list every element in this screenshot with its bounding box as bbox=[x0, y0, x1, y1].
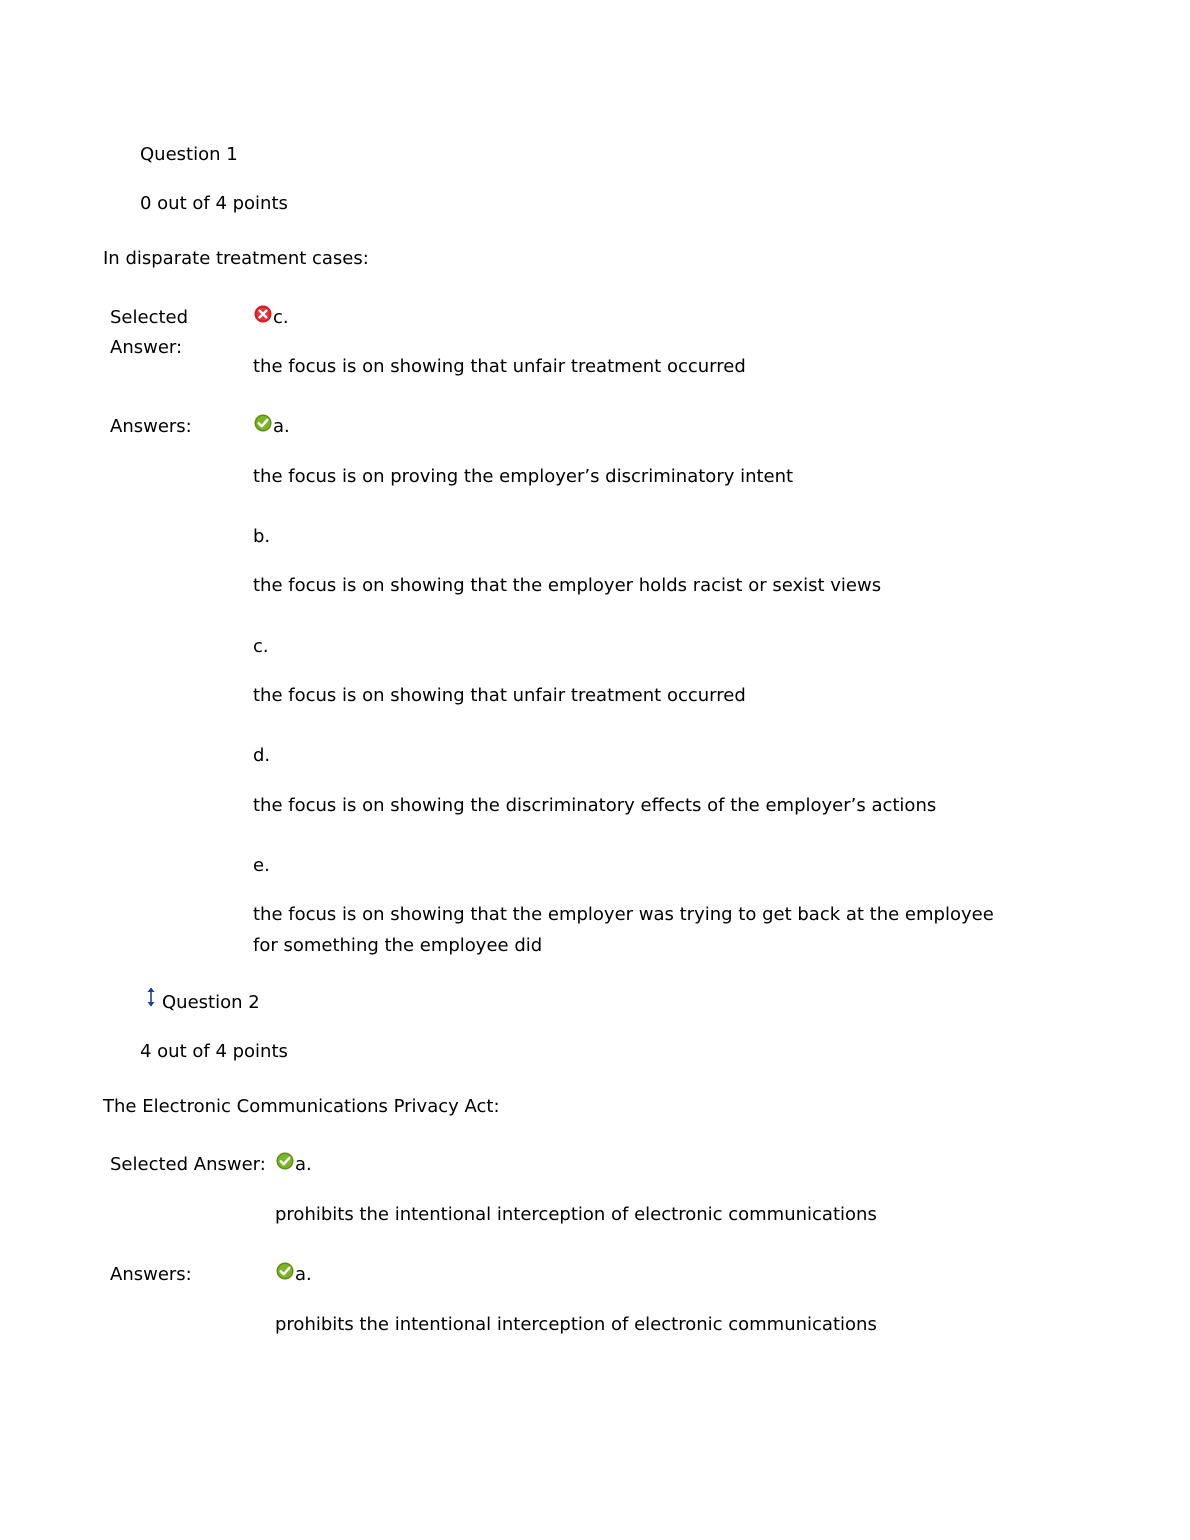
question-2-prompt: The Electronic Communications Privacy Act: bbox=[103, 1096, 500, 1117]
resize-arrow-icon bbox=[146, 986, 156, 1008]
correct-check-icon bbox=[254, 414, 272, 432]
selected-answer-label: Selected Answer: bbox=[110, 1154, 266, 1175]
selected-answer-label-line2: Answer: bbox=[110, 337, 183, 358]
incorrect-x-icon bbox=[254, 305, 272, 323]
answer-b-letter: b. bbox=[253, 526, 271, 547]
answers-label: Answers: bbox=[110, 416, 192, 437]
answer-e-letter: e. bbox=[253, 855, 270, 876]
answer-e-text-line2: for something the employee did bbox=[253, 935, 543, 956]
answer-a-letter: a. bbox=[295, 1264, 312, 1285]
answer-b-text: the focus is on showing that the employer holds racist or sexist views bbox=[253, 575, 882, 596]
answer-d-text: the focus is on showing the discriminatory effects of the employer’s actions bbox=[253, 795, 937, 816]
question-2-points: 4 out of 4 points bbox=[140, 1041, 288, 1062]
answer-a-letter: a. bbox=[273, 416, 290, 437]
answer-c-letter: c. bbox=[253, 636, 269, 657]
answer-a-text: the focus is on proving the employer’s discriminatory intent bbox=[253, 466, 794, 487]
correct-check-icon bbox=[276, 1152, 294, 1170]
question-1-prompt: In disparate treatment cases: bbox=[103, 248, 369, 269]
correct-check-icon bbox=[276, 1262, 294, 1280]
question-1-title: Question 1 bbox=[140, 144, 238, 165]
selected-answer-text: prohibits the intentional interception of electronic communications bbox=[275, 1204, 877, 1225]
selected-answer-letter: c. bbox=[273, 307, 289, 328]
answer-e-text-line1: the focus is on showing that the employer was trying to get back at the employee bbox=[253, 904, 994, 925]
selected-answer-text: the focus is on showing that unfair treatment occurred bbox=[253, 356, 746, 377]
answer-d-letter: d. bbox=[253, 745, 271, 766]
selected-answer-label-line1: Selected bbox=[110, 307, 189, 328]
selected-answer-letter: a. bbox=[295, 1154, 312, 1175]
question-2-title: Question 2 bbox=[162, 992, 260, 1013]
answers-label: Answers: bbox=[110, 1264, 192, 1285]
answer-a-text: prohibits the intentional interception of electronic communications bbox=[275, 1314, 877, 1335]
answer-c-text: the focus is on showing that unfair treatment occurred bbox=[253, 685, 746, 706]
question-1-points: 0 out of 4 points bbox=[140, 193, 288, 214]
